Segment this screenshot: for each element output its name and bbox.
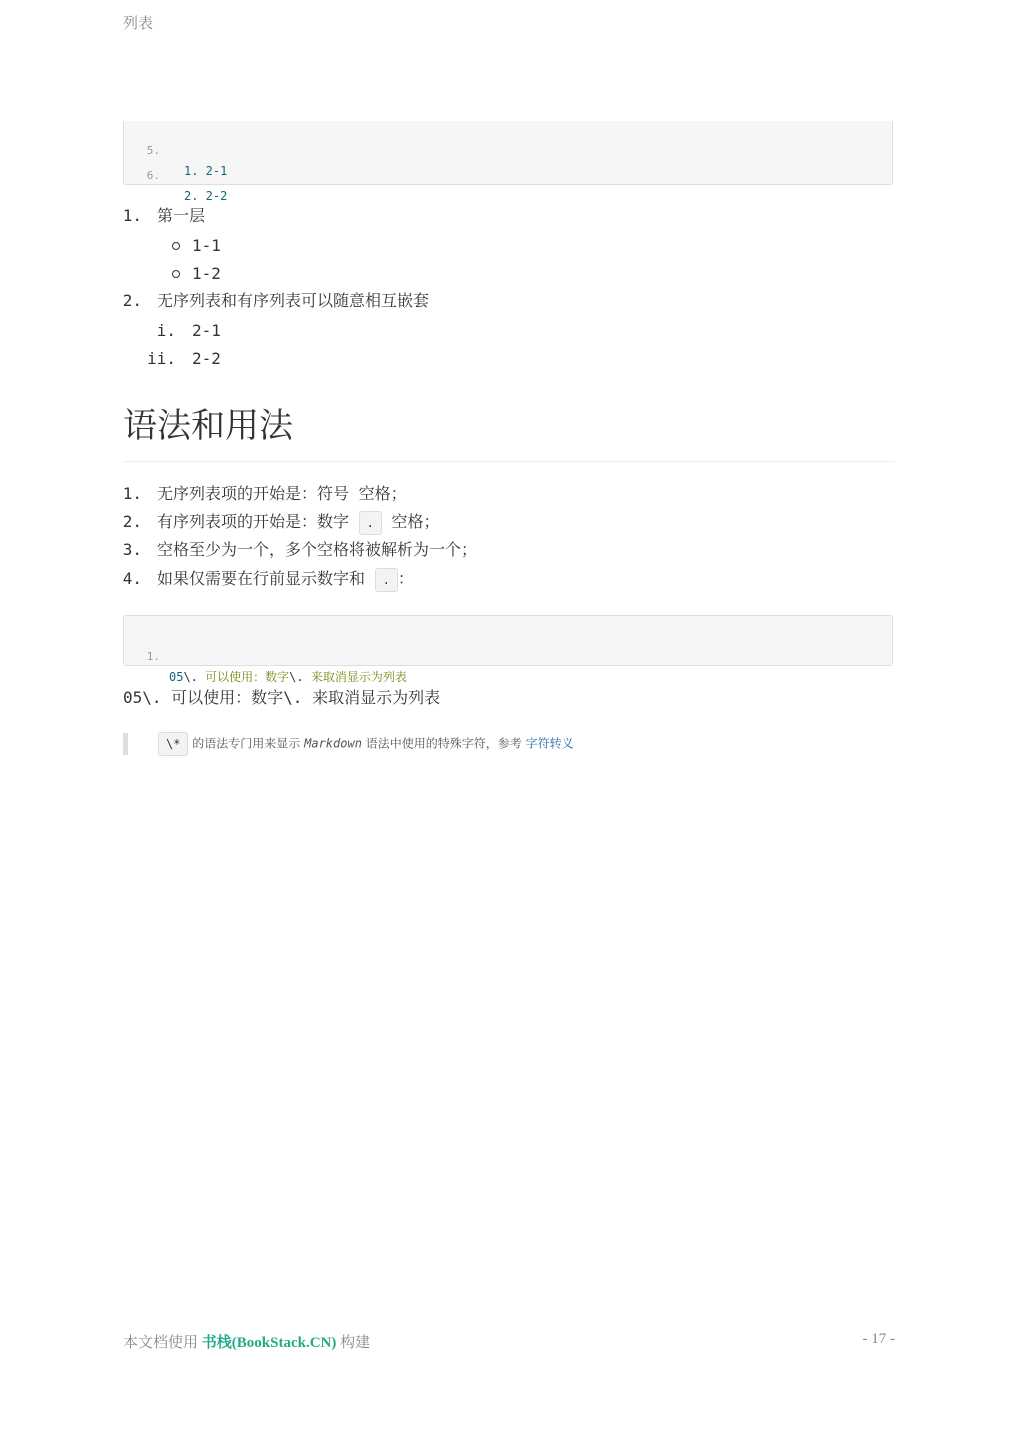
code-token-string: 来取消显示为列表 <box>310 670 407 684</box>
inline-code: . <box>359 511 382 535</box>
note-emphasis: Markdown <box>304 736 362 751</box>
bullet-circle-icon <box>172 270 180 278</box>
running-header: 列表 <box>123 14 154 32</box>
rendered-paragraph: 05\. 可以使用：数字\. 来取消显示为列表 <box>123 688 441 707</box>
list-marker: 2. <box>122 512 142 531</box>
code-block <box>123 615 893 684</box>
code-token-string: 可以使用：数字 <box>205 670 290 684</box>
code-block <box>123 121 893 203</box>
line-number: 5. <box>146 144 160 157</box>
footer-brand-link[interactable]: 书栈(BookStack.CN) <box>201 1335 337 1351</box>
inline-code: \* <box>158 732 188 756</box>
list-item-text: 1-1 <box>192 236 221 255</box>
footer-credit <box>123 1331 370 1352</box>
list-marker: 3. <box>122 540 142 559</box>
list-item-text: 2-1 <box>192 321 221 340</box>
text-before: 如果仅需要在行前显示数字和 <box>157 569 366 588</box>
list-marker: 1. <box>122 206 142 225</box>
line-number: 6. <box>146 169 160 182</box>
list-item-text: 1-2 <box>192 264 221 283</box>
bullet-circle-icon <box>172 242 180 250</box>
code-token-number: 05 <box>169 670 184 684</box>
text-after: 空格； <box>391 512 440 531</box>
list-item-text: 无序列表和有序列表可以随意相互嵌套 <box>157 291 430 310</box>
list-marker: i. <box>156 321 176 340</box>
escape-chars-link[interactable]: 字符转义 <box>525 736 574 751</box>
code-text: 2. 2-2 <box>184 189 228 203</box>
code-line <box>124 627 407 684</box>
list-item-text: 空格至少为一个，多个空格将被解析为一个； <box>157 540 478 559</box>
list-item-text <box>157 510 440 535</box>
note-text: 的语法专门用来显示 <box>192 736 301 751</box>
code-token-escape: \. <box>183 670 198 684</box>
heading-divider <box>123 461 895 462</box>
text-after: ： <box>397 569 414 588</box>
list-item-text <box>157 567 414 592</box>
list-marker: 4. <box>122 569 142 588</box>
list-item-text: 2-2 <box>192 349 221 368</box>
code-text: 1. 2-1 <box>184 164 228 178</box>
code-line <box>124 121 228 178</box>
note-text: 语法中使用的特殊字符，参考 <box>365 736 522 751</box>
list-item-text: 第一层 <box>157 206 206 225</box>
footer-suffix: 构建 <box>340 1335 371 1351</box>
text-before: 有序列表项的开始是：数字 <box>157 512 350 531</box>
blockquote <box>158 732 574 756</box>
list-item-text: 无序列表项的开始是：符号 空格； <box>157 484 407 503</box>
blockquote-bar <box>123 733 128 755</box>
list-marker: 1. <box>122 484 142 503</box>
code-token-escape: \. <box>289 670 304 684</box>
inline-code: . <box>375 568 398 592</box>
footer-prefix: 本文档使用 <box>123 1335 199 1351</box>
line-number: 1. <box>146 650 160 663</box>
code-text <box>169 667 407 687</box>
section-heading: 语法和用法 <box>123 406 293 446</box>
page-number: - 17 - <box>862 1331 895 1347</box>
list-marker: ii. <box>147 349 176 368</box>
list-marker: 2. <box>122 291 142 310</box>
